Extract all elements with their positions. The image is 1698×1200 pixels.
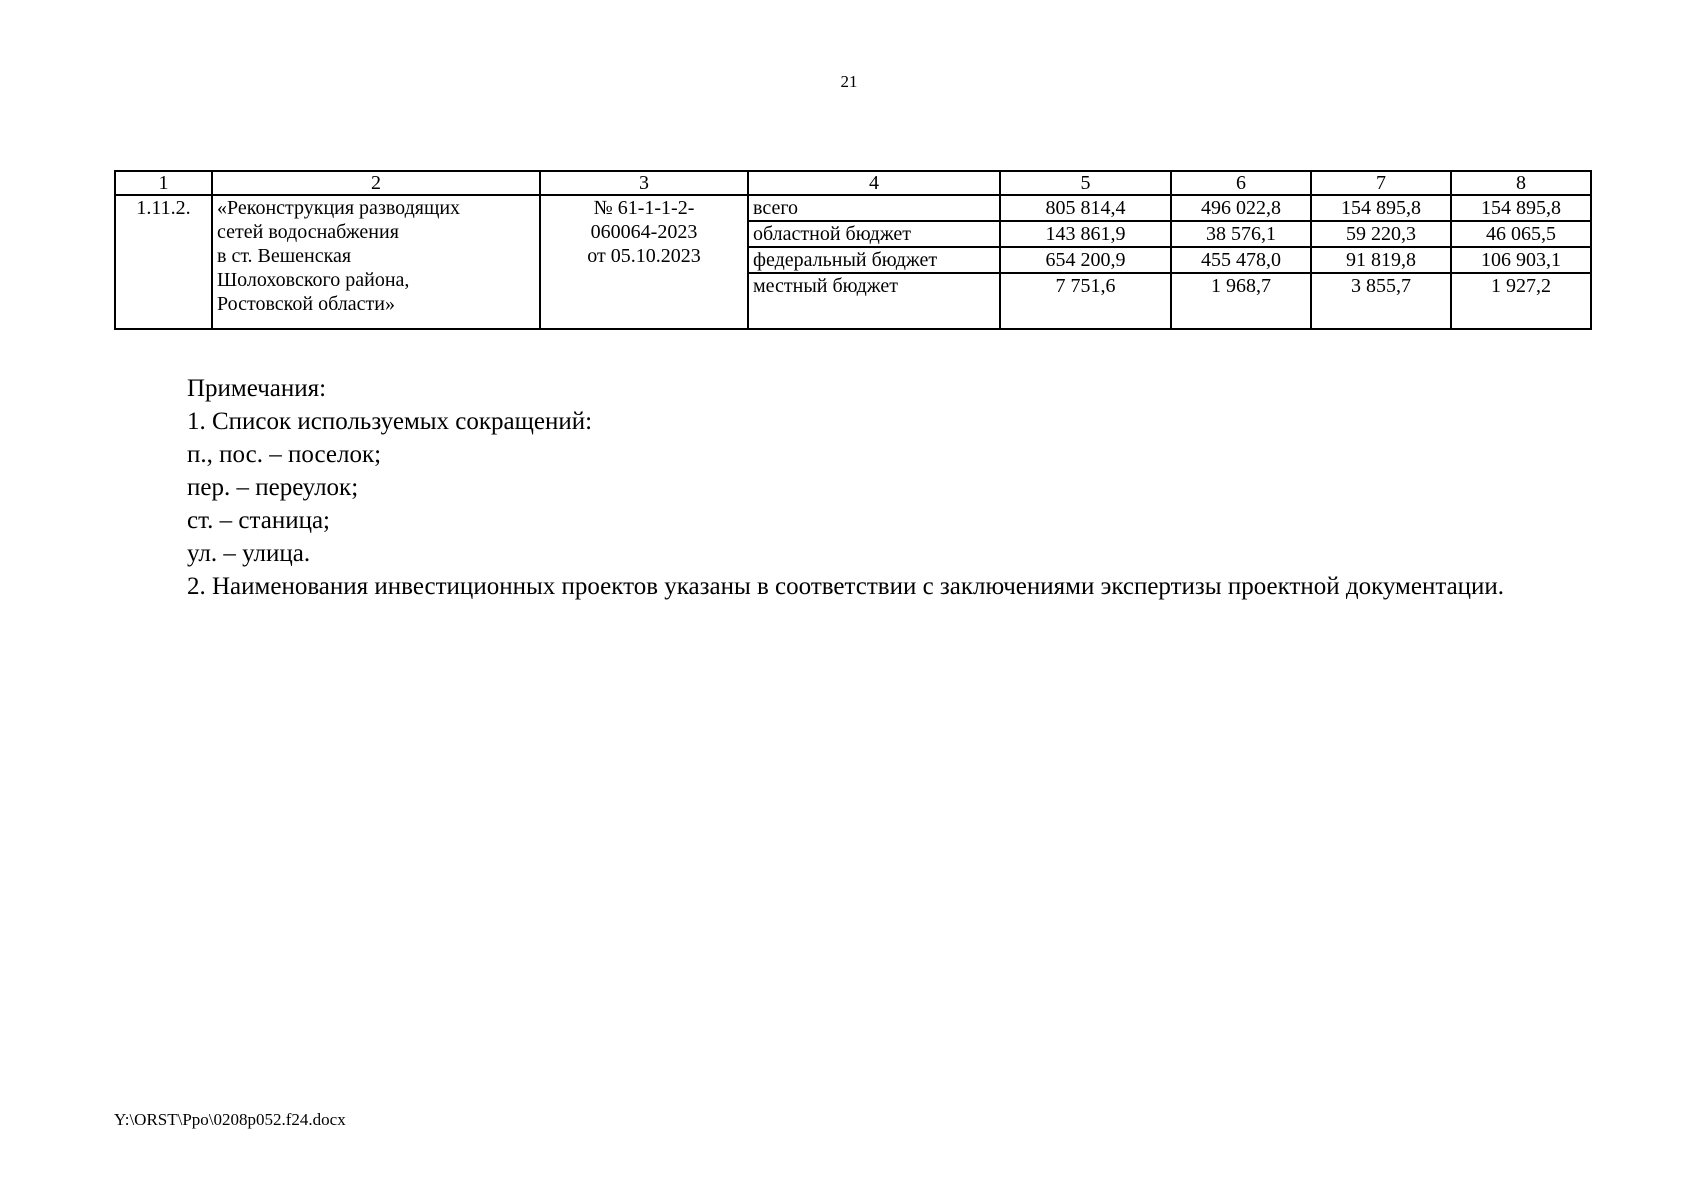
project-number: 1.11.2. <box>115 195 212 329</box>
project-name-line: Ростовской области» <box>217 293 395 315</box>
project-name-line: в ст. Вешенская <box>217 245 352 267</box>
value-cell: 1 927,2 <box>1451 273 1591 329</box>
notes-title: Примечания: <box>187 375 327 402</box>
project-name-line: «Реконструкция разводящих <box>217 197 461 219</box>
project-name <box>212 195 540 329</box>
abbreviation-item: пер. – переулок; <box>187 474 359 501</box>
page-number: 21 <box>840 72 858 91</box>
table-row <box>115 195 1591 221</box>
document-line: от 05.10.2023 <box>587 245 701 267</box>
value-cell: 654 200,9 <box>1000 247 1171 273</box>
file-path-footer: Y:\ORST\Ppo\0208p052.f24.docx <box>114 1110 346 1129</box>
value-cell: 3 855,7 <box>1311 273 1451 329</box>
header-cell: 8 <box>1451 171 1591 195</box>
project-name-line: Шолоховского района, <box>217 269 410 291</box>
abbreviation-item: п., пос. – поселок; <box>187 441 382 468</box>
header-cell: 2 <box>212 171 540 195</box>
value-cell: 91 819,8 <box>1311 247 1451 273</box>
value-cell: 1 968,7 <box>1171 273 1311 329</box>
notes-section <box>114 372 1590 603</box>
project-name-line: сетей водоснабжения <box>217 221 399 243</box>
notes-item-1: 1. Список используемых сокращений: <box>187 408 593 435</box>
budget-table <box>114 170 1592 330</box>
document-line: № 61-1-1-2- <box>593 197 695 219</box>
notes-item-2: 2. Наименования инвестиционных проектов указаны в соответствии с заключениями экспертизы проектной документации. <box>187 573 1505 600</box>
value-cell: 106 903,1 <box>1451 247 1591 273</box>
expertise-document <box>540 195 748 329</box>
abbreviation-item: ст. – станица; <box>187 507 330 534</box>
abbreviation-item: ул. – улица. <box>187 540 311 567</box>
value-cell: 805 814,4 <box>1000 195 1171 221</box>
value-cell: 38 576,1 <box>1171 221 1311 247</box>
header-cell: 4 <box>748 171 1000 195</box>
document-line: 060064-2023 <box>590 221 698 243</box>
funding-source: федеральный бюджет <box>748 247 1000 273</box>
value-cell: 154 895,8 <box>1451 195 1591 221</box>
header-cell: 3 <box>540 171 748 195</box>
value-cell: 59 220,3 <box>1311 221 1451 247</box>
header-cell: 7 <box>1311 171 1451 195</box>
header-cell: 5 <box>1000 171 1171 195</box>
table-header-row <box>115 171 1591 195</box>
value-cell: 143 861,9 <box>1000 221 1171 247</box>
value-cell: 154 895,8 <box>1311 195 1451 221</box>
funding-source: всего <box>748 195 1000 221</box>
value-cell: 455 478,0 <box>1171 247 1311 273</box>
funding-source: областной бюджет <box>748 221 1000 247</box>
header-cell: 6 <box>1171 171 1311 195</box>
header-cell: 1 <box>115 171 212 195</box>
value-cell: 496 022,8 <box>1171 195 1311 221</box>
value-cell: 46 065,5 <box>1451 221 1591 247</box>
funding-source: местный бюджет <box>748 273 1000 329</box>
value-cell: 7 751,6 <box>1000 273 1171 329</box>
